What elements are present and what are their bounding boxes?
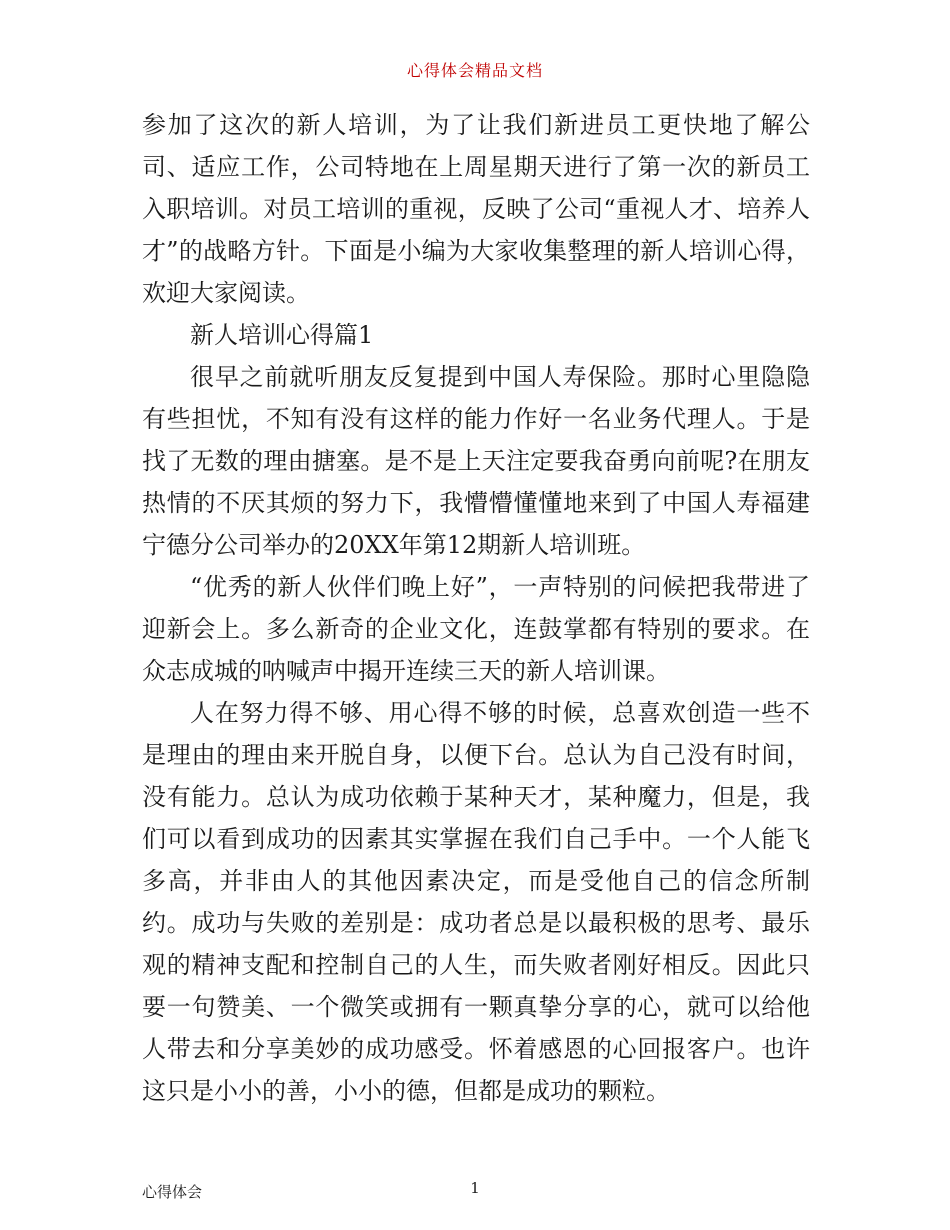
document-body: [142, 104, 810, 1112]
body-paragraph-1: 很早之前就听朋友反复提到中国人寿保险。那时心里隐隐有些担忧，不知有没有这样的能力作好一名业务代理人。于是找了无数的理由搪塞。是不是上天注定要我奋勇向前呢?在朋友热情的不厌其烦的努力下，我懵懵懂懂地来到了中国人寿福建宁德分公司举办的20XX年第12期新人培训班。: [142, 363, 810, 559]
footer-label: 心得体会: [142, 1183, 203, 1201]
page-number: 1: [470, 1179, 480, 1197]
document-header-title: 心得体会精品文档: [406, 61, 543, 80]
body-paragraph-2: “优秀的新人伙伴们晚上好”，一声特别的问候把我带进了迎新会上。多么新奇的企业文化，连鼓掌都有特别的要求。在众志成城的呐喊声中揭开连续三天的新人培训课。: [142, 573, 810, 685]
section-heading: 新人培训心得篇1: [190, 321, 374, 349]
body-paragraph-3: 人在努力得不够、用心得不够的时候，总喜欢创造一些不是理由的理由来开脱自身，以便下台。总认为自己没有时间，没有能力。总认为成功依赖于某种天才，某种魔力，但是，我们可以看到成功的因素其实掌握在我们自己手中。一个人能飞多高，并非由人的其他因素决定，而是受他自己的信念所制约。成功与失败的差别是：成功者总是以最积极的思考、最乐观的精神支配和控制自己的人生，而失败者刚好相反。因此只要一句赞美、一个微笑或拥有一颗真挚分享的心，就可以给他人带去和分享美妙的成功感受。怀着感恩的心回报客户。也许这只是小小的善，小小的德，但都是成功的颗粒。: [142, 699, 810, 1105]
intro-paragraph: 参加了这次的新人培训，为了让我们新进员工更快地了解公司、适应工作，公司特地在上周星期天进行了第一次的新员工入职培训。对员工培训的重视，反映了公司“重视人才、培养人才”的战略方针。下面是小编为大家收集整理的新人培训心得，欢迎大家阅读。: [142, 111, 810, 307]
